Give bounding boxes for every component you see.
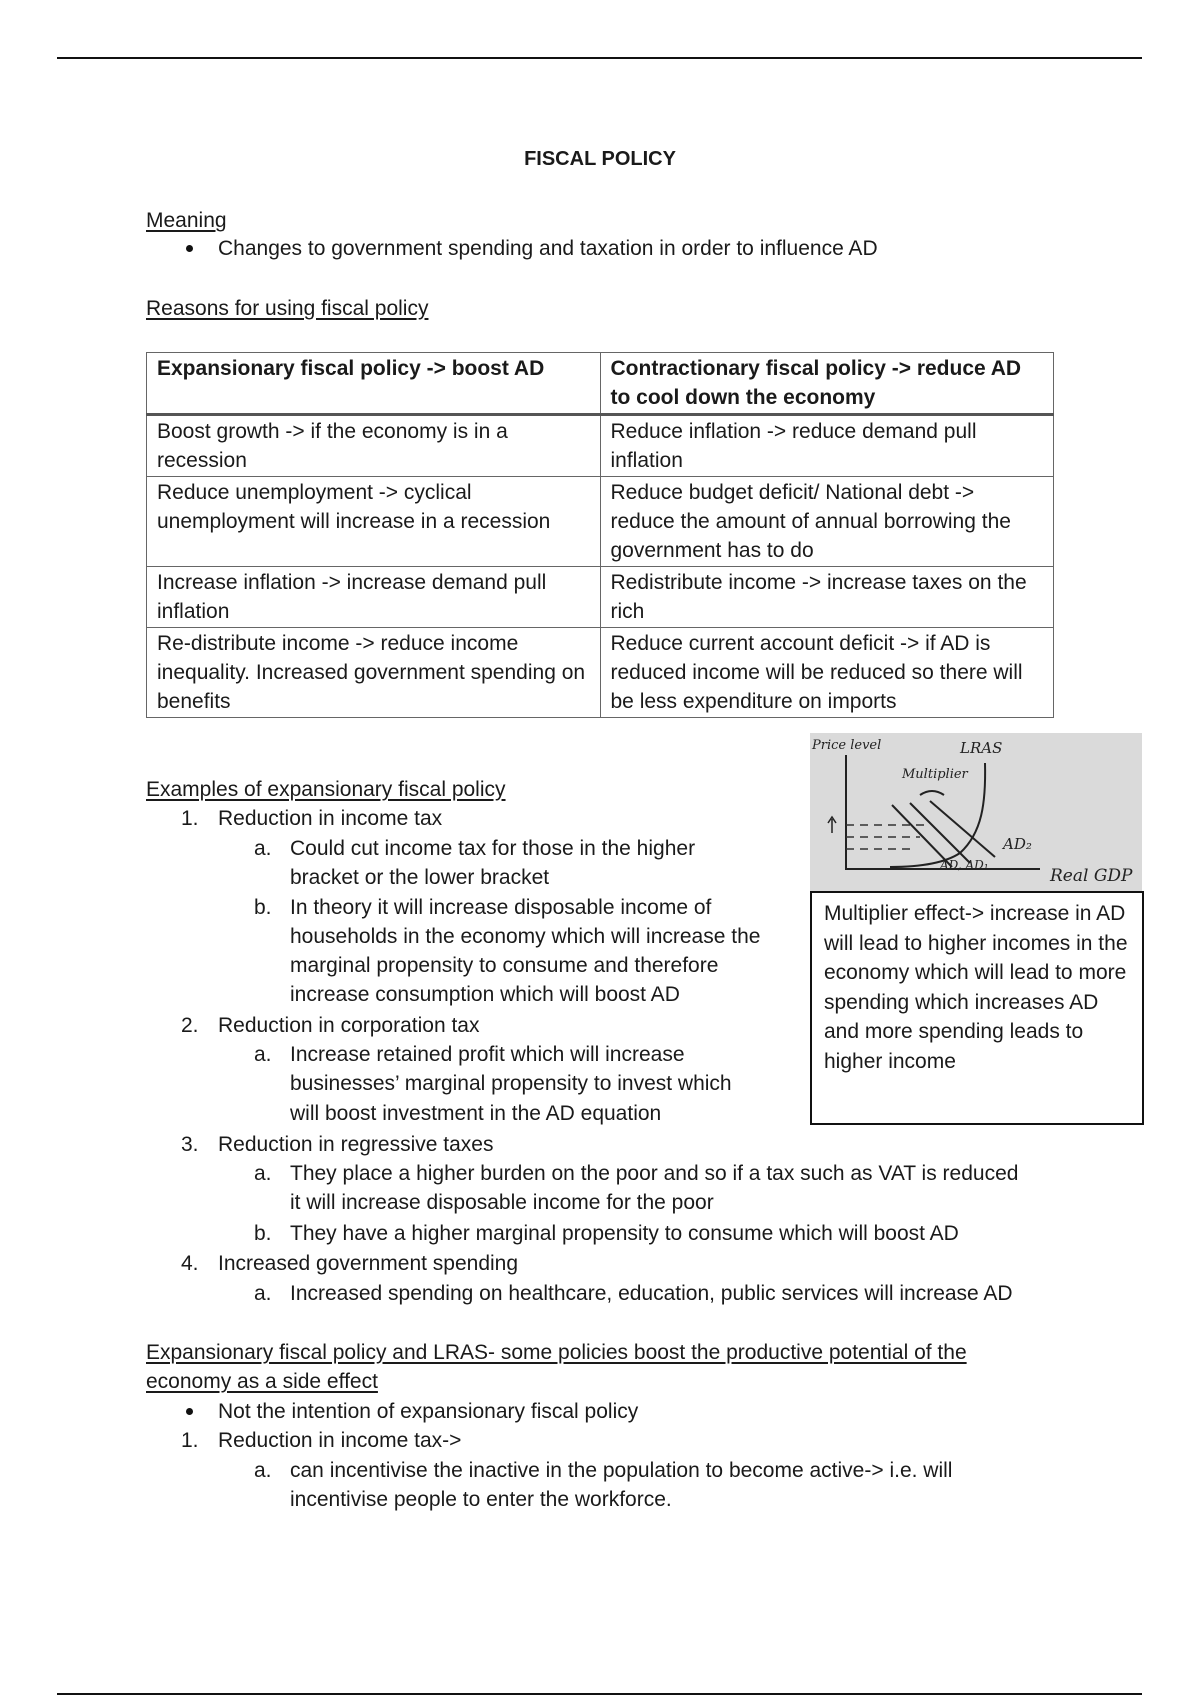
list-subitem: will boost investment in the AD equation — [290, 1102, 662, 1125]
list-subitem: Could cut income tax for those in the higher — [290, 837, 696, 860]
table-cell: Re-distribute income -> reduce income inequality. Increased government spending on benefits — [147, 628, 601, 718]
list-subitem: it will increase disposable income for the poor — [290, 1191, 714, 1214]
table-cell: Reduce unemployment -> cyclical unemployment will increase in a recession — [147, 477, 601, 567]
table-header-row — [147, 353, 1054, 415]
list-subitem: increase consumption which will boost AD — [290, 983, 680, 1006]
table-cell: Reduce current account deficit -> if AD is reduced income will be reduced so there will be less expenditure on imports — [600, 628, 1054, 718]
graph-multiplier-label: Multiplier — [902, 767, 968, 782]
list-subitem: They place a higher burden on the poor and so if a tax such as VAT is reduced — [290, 1162, 1019, 1185]
lras-heading-line1: Expansionary fiscal policy and LRAS- some policies boost the productive potential of the — [146, 1341, 967, 1364]
reasons-heading: Reasons for using fiscal policy — [146, 297, 429, 320]
table-cell: Increase inflation -> increase demand pull inflation — [147, 567, 601, 628]
list-item: Reduction in income tax — [218, 807, 443, 830]
list-letter: a. — [254, 1043, 272, 1066]
table-row — [147, 415, 1054, 477]
examples-heading: Examples of expansionary fiscal policy — [146, 778, 506, 801]
table-cell: Reduce budget deficit/ National debt -> reduce the amount of annual borrowing the government has to do — [600, 477, 1054, 567]
bullet-icon — [186, 1408, 193, 1415]
list-subitem: marginal propensity to consume and therefore — [290, 954, 719, 977]
list-subitem: Increase retained profit which will increase — [290, 1043, 685, 1066]
graph-y-label: Price level — [812, 738, 882, 753]
page-title: FISCAL POLICY — [524, 148, 676, 170]
lras-bullet: Not the intention of expansionary fiscal policy — [218, 1400, 639, 1423]
table-header-contractionary: Contractionary fiscal policy -> reduce AD to cool down the economy — [600, 353, 1054, 415]
list-item: Reduction in corporation tax — [218, 1014, 480, 1037]
list-subitem: households in the economy which will increase the — [290, 925, 761, 948]
top-rule — [57, 57, 1142, 59]
list-number: 1. — [181, 1429, 199, 1452]
graph-lras-label: LRAS — [960, 739, 1003, 757]
list-subitem: In theory it will increase disposable income of — [290, 896, 712, 919]
table-cell: Boost growth -> if the economy is in a recession — [147, 415, 601, 477]
table-header-expansionary: Expansionary fiscal policy -> boost AD — [147, 353, 601, 415]
list-subitem: Increased spending on healthcare, education, public services will increase AD — [290, 1282, 1013, 1305]
bottom-rule — [57, 1693, 1142, 1695]
table-cell: Reduce inflation -> reduce demand pull inflation — [600, 415, 1054, 477]
list-letter: a. — [254, 1282, 272, 1305]
list-number: 1. — [181, 807, 199, 830]
list-subitem: businesses’ marginal propensity to invest which — [290, 1072, 732, 1095]
graph-ad-label: AD, AD₁ — [940, 858, 989, 872]
meaning-heading: Meaning — [146, 209, 227, 232]
list-number: 4. — [181, 1252, 199, 1275]
table-row — [147, 477, 1054, 567]
meaning-bullet: Changes to government spending and taxation in order to influence AD — [218, 237, 878, 260]
list-number: 2. — [181, 1014, 199, 1037]
bullet-icon — [186, 245, 193, 252]
list-subitem: can incentivise the inactive in the population to become active-> i.e. will — [290, 1459, 953, 1482]
graph-x-label: Real GDP — [1050, 866, 1133, 886]
list-subitem: They have a higher marginal propensity to consume which will boost AD — [290, 1222, 959, 1245]
list-letter: b. — [254, 1222, 272, 1245]
table-row — [147, 567, 1054, 628]
list-number: 3. — [181, 1133, 199, 1156]
list-item: Reduction in regressive taxes — [218, 1133, 494, 1156]
list-letter: a. — [254, 1162, 272, 1185]
list-letter: a. — [254, 1459, 272, 1482]
multiplier-graph — [810, 733, 1142, 891]
table-row — [147, 628, 1054, 718]
list-item: Increased government spending — [218, 1252, 519, 1275]
graph-ad2-label: AD₂ — [1003, 835, 1032, 853]
list-letter: b. — [254, 896, 272, 919]
reasons-table — [146, 352, 1054, 718]
list-letter: a. — [254, 837, 272, 860]
multiplier-callout: Multiplier effect-> increase in AD will lead to higher incomes in the economy which will lead to more spending which increases AD and more spending leads to higher income — [810, 891, 1144, 1125]
list-item: Reduction in income tax-> — [218, 1429, 462, 1452]
table-cell: Redistribute income -> increase taxes on the rich — [600, 567, 1054, 628]
lras-heading-line2: economy as a side effect — [146, 1370, 378, 1393]
list-subitem: incentivise people to enter the workforce. — [290, 1488, 672, 1511]
list-subitem: bracket or the lower bracket — [290, 866, 550, 889]
